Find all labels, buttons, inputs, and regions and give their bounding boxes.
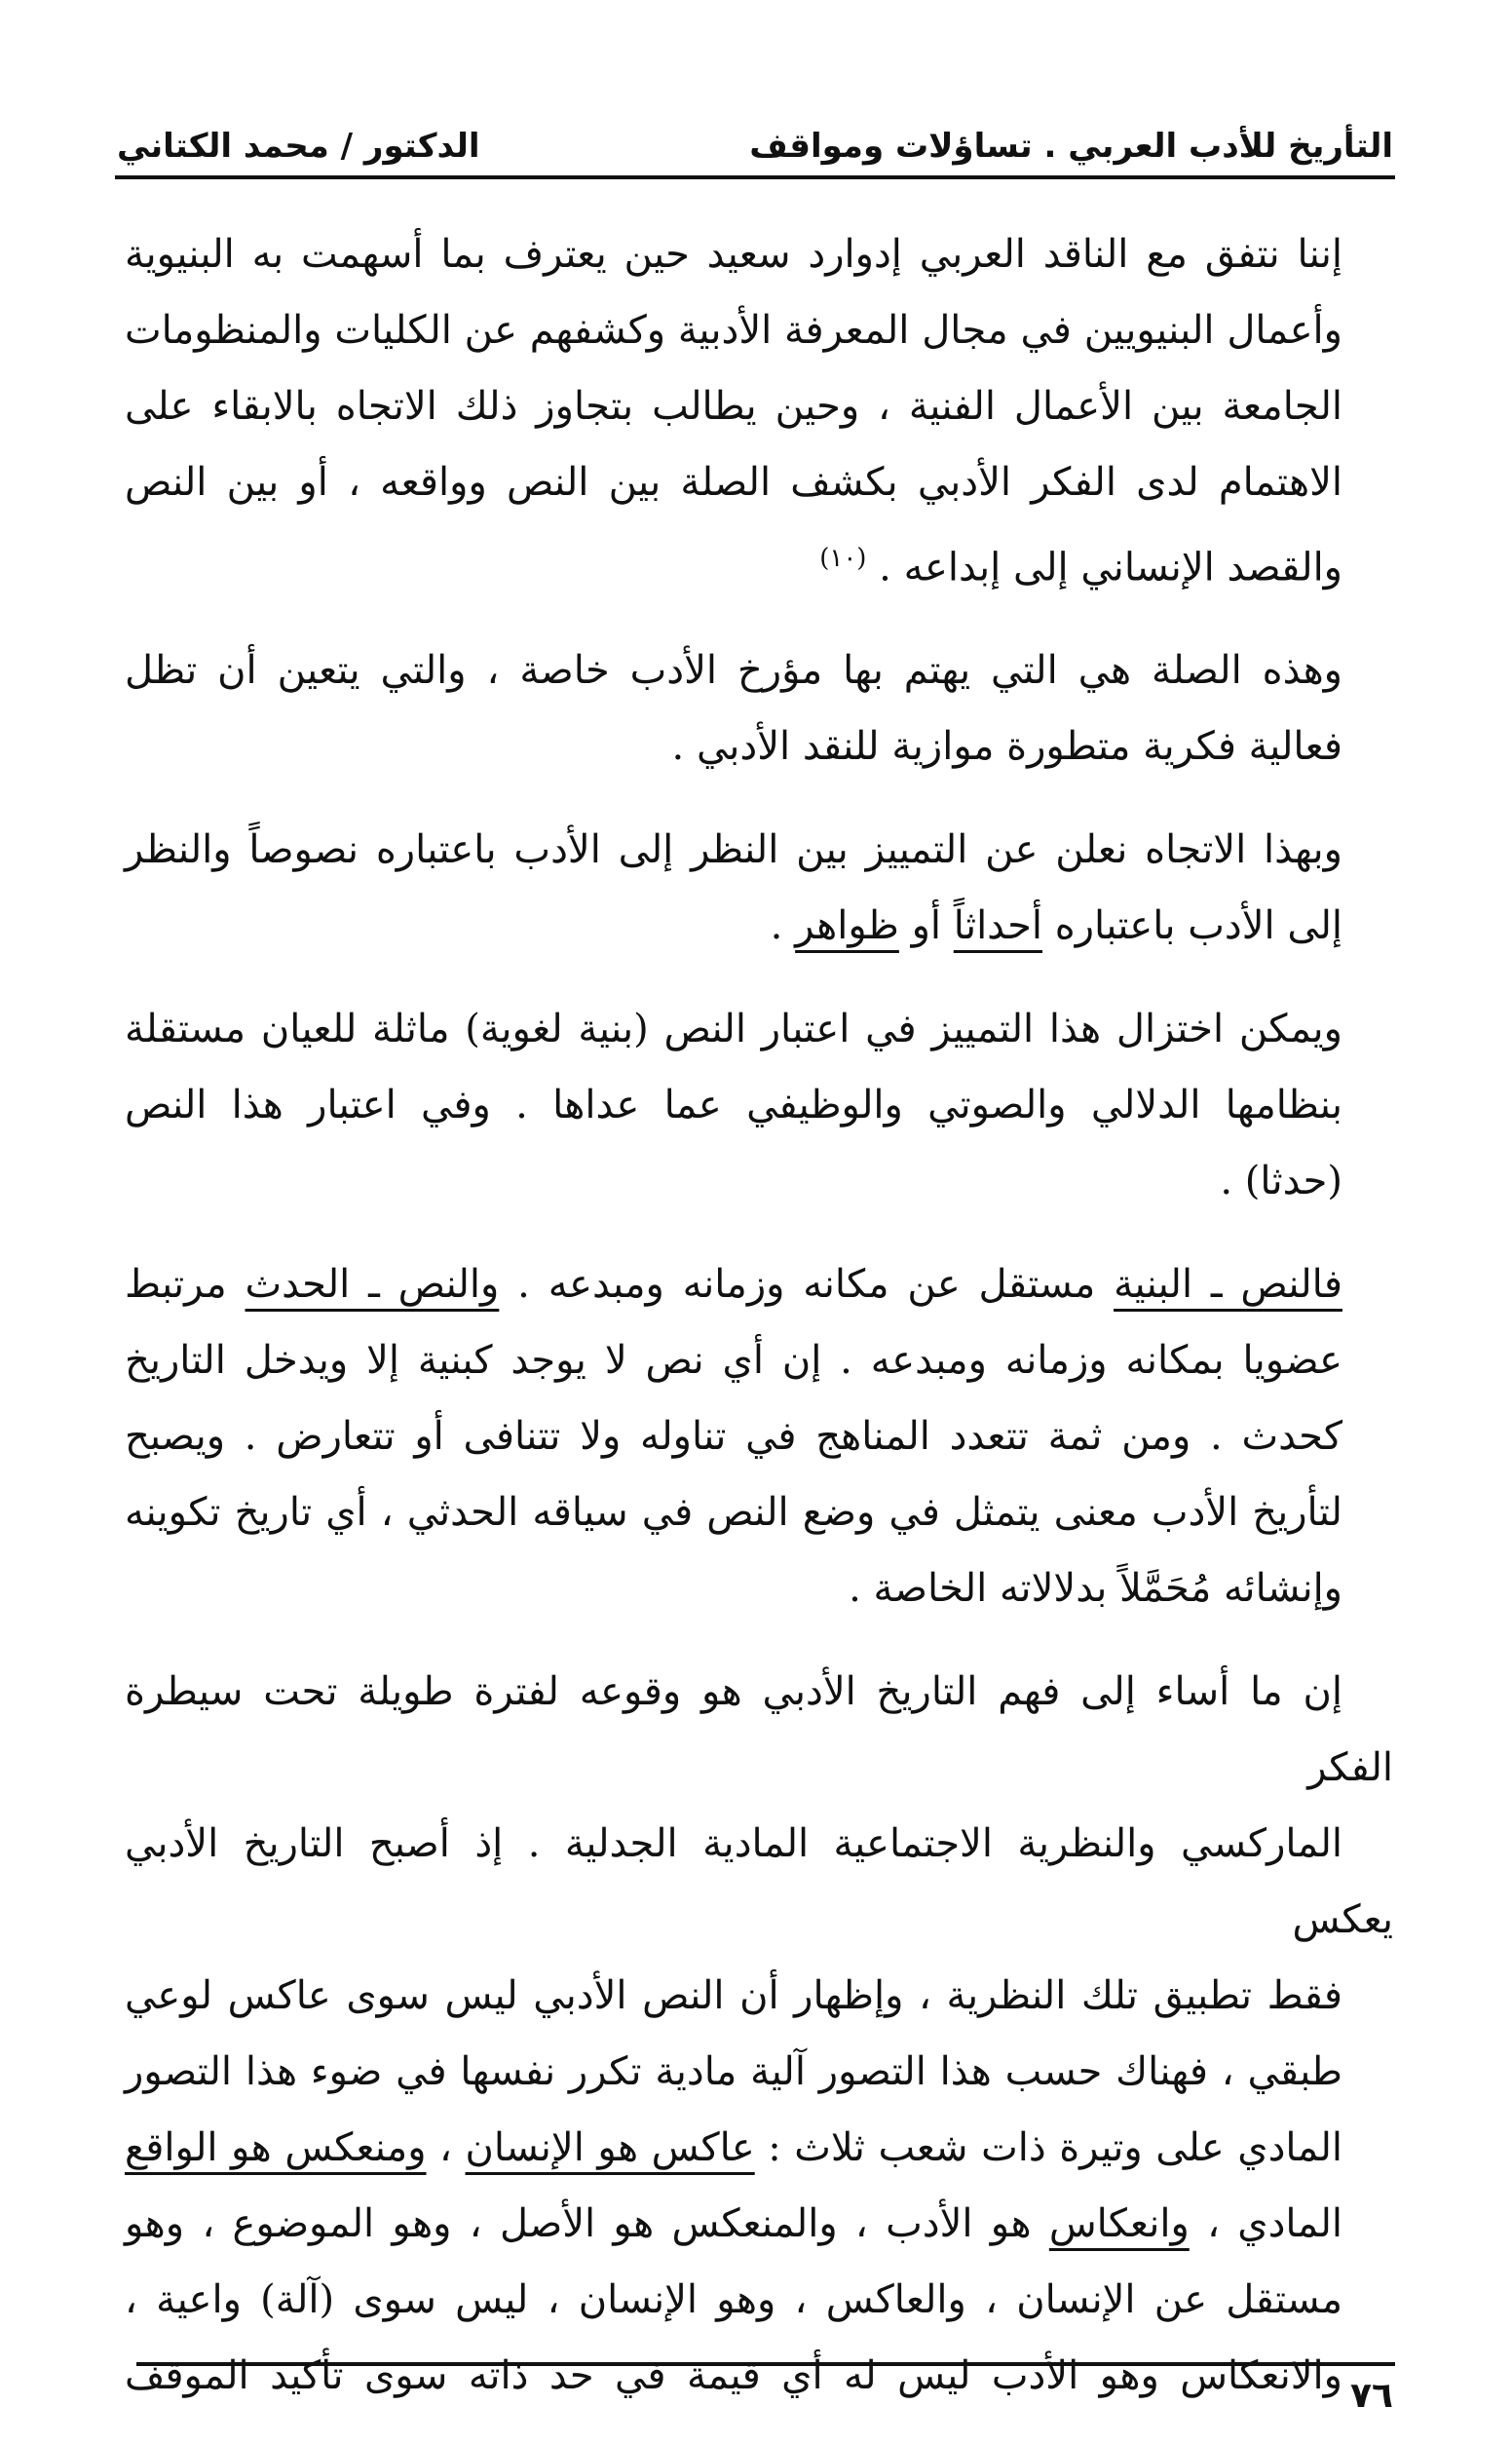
underlined-term: ومنعكس هو الواقع (125, 2125, 427, 2171)
underlined-term: فالنص ـ البنية (1114, 1262, 1342, 1308)
paragraph-3 (125, 812, 1393, 964)
paragraph-6 (125, 1654, 1393, 2414)
underlined-term: والنص ـ الحدث (245, 1262, 500, 1308)
text-segment: المادي ، (1189, 2201, 1342, 2247)
text-line: لتأريخ الأدب معنى يتمثل في وضع النص في سياقه الحدثي ، أي تاريخ تكوينه (125, 1490, 1342, 1536)
text-line: طبقي ، فهناك حسب هذا التصور آلية مادية تكرر نفسها في ضوء هذا التصور (125, 2049, 1342, 2095)
text-line (125, 520, 1393, 605)
text-line (125, 2110, 1393, 2186)
text-line: بنظامها الدلالي والصوتي والوظيفي عما عداها . وفي اعتبار هذا النص (125, 1083, 1342, 1128)
text-segment: إلى الأدب باعتباره (1042, 903, 1342, 949)
text-line: الماركسي والنظرية الاجتماعية المادية الجدلية . إذ أصبح التاريخ الأدبي يعكس (125, 1821, 1393, 1943)
paragraph-2 (125, 632, 1393, 784)
header-divider (115, 175, 1395, 179)
underlined-term: وانعكاس (1048, 2201, 1190, 2247)
underlined-term: أحداثاً (953, 903, 1043, 949)
text-line: والانعكاس وهو الأدب ليس له أي قيمة في حد ذاته سوى تأكيد الموقف (125, 2353, 1342, 2399)
text-line: عضويا بمكانه وزمانه ومبدعه . إن أي نص لا يوجد كبنية إلا ويدخل التاريخ (125, 1338, 1342, 1384)
text-segment: أو (898, 903, 954, 949)
text-line: الجامعة بين الأعمال الفنية ، وحين يطالب بتجاوز ذلك الاتجاه بالابقاء على (125, 384, 1342, 429)
text-line: كحدث . ومن ثمة تتعدد المناهج في تناوله ولا تتنافى أو تتعارض . ويصبح (125, 1414, 1342, 1460)
paragraph-1 (125, 216, 1393, 605)
text-line: إن ما أساء إلى فهم التاريخ الأدبي هو وقوعه لفترة طويلة تحت سيطرة الفكر (125, 1669, 1393, 1791)
header-author: الدكتور / محمد الكتاني (117, 127, 480, 166)
text-line: وأعمال البنيويين في مجال المعرفة الأدبية وكشفهم عن الكليات والمنظومات (125, 308, 1342, 353)
page-number: ٧٦ (1350, 2376, 1393, 2416)
text-segment: المادي على وتيرة ذات شعب ثلاث : (754, 2125, 1343, 2171)
underlined-term: ظواهر (795, 903, 899, 949)
text-line: إننا نتفق مع الناقد العربي إدوارد سعيد حين يعترف بما أسهمت به البنيوية (125, 232, 1342, 277)
text-line: مستقل عن الإنسان ، والعاكس ، وهو الإنسان ، ليس سوى (آلة) واعية ، (125, 2277, 1342, 2323)
footnote-reference: (١٠) (819, 544, 867, 573)
text-segment: هو الأدب ، والمنعكس هو الأصل ، وهو الموضوع ، وهو (125, 2201, 1049, 2247)
text-line (125, 2186, 1393, 2262)
text-line: ويمكن اختزال هذا التمييز في اعتبار النص (بنية لغوية) ماثلة للعيان مستقلة (125, 1007, 1342, 1052)
paragraph-4 (125, 991, 1393, 1219)
header-book-title: التأريخ للأدب العربي . تساؤلات ومواقف (749, 127, 1393, 166)
underlined-term: عاكس هو الإنسان (465, 2125, 755, 2171)
text-segment: والقصد الإنساني إلى إبداعه . (879, 545, 1342, 591)
text-line: (حدثا) . (1220, 1159, 1342, 1204)
paragraph-5 (125, 1246, 1393, 1626)
footer-divider (136, 2362, 1395, 2366)
text-segment: . (770, 903, 796, 949)
text-line: الاهتمام لدى الفكر الأدبي بكشف الصلة بين النص وواقعه ، أو بين النص (125, 460, 1342, 505)
text-line (125, 888, 1393, 964)
text-line: وإنشائه مُحَمَّلاً بدلالاته الخاصة . (849, 1566, 1342, 1612)
text-line: فقط تطبيق تلك النظرية ، وإظهار أن النص الأدبي ليس سوى عاكس لوعي (125, 1973, 1342, 2019)
text-line: وهذه الصلة هي التي يهتم بها مؤرخ الأدب خاصة ، والتي يتعين أن تظل (125, 648, 1342, 694)
text-line: فعالية فكرية متطورة موازية للنقد الأدبي . (671, 724, 1342, 770)
text-line (125, 1246, 1393, 1322)
text-segment: ، (426, 2125, 466, 2171)
text-line: وبهذا الاتجاه نعلن عن التمييز بين النظر إلى الأدب باعتباره نصوصاً والنظر (125, 827, 1342, 873)
text-segment: مستقل عن مكانه وزمانه ومبدعه . (499, 1262, 1115, 1308)
body-text (125, 216, 1393, 2441)
running-header (117, 115, 1393, 183)
text-segment: مرتبط (125, 1262, 246, 1308)
